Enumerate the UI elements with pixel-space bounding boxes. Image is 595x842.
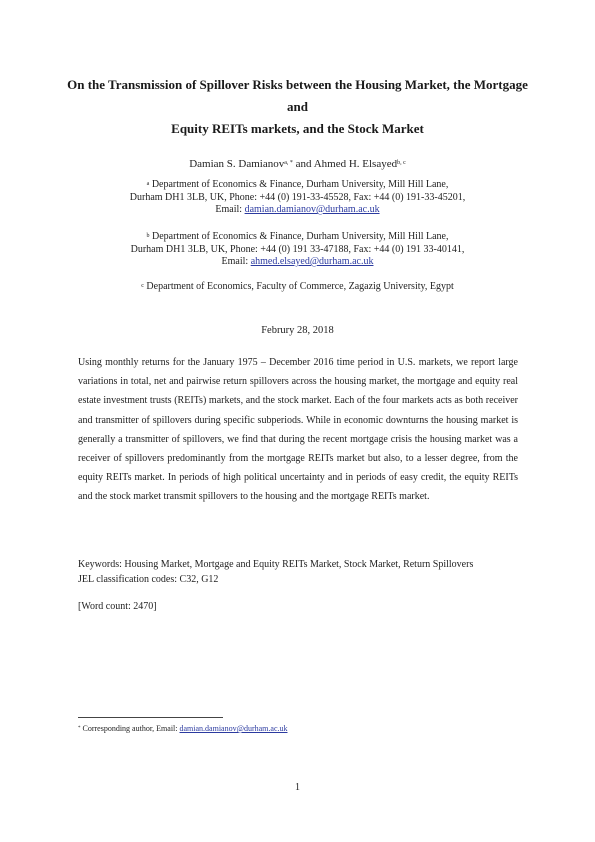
author-1: Damian S. Damianov: [189, 158, 285, 170]
affiliation-a-line-1: Department of Economics & Finance, Durham University, Mill Hill Lane,: [149, 179, 449, 190]
author-joiner: and: [292, 158, 314, 170]
affiliation-a-email-label: Email:: [215, 204, 245, 215]
jel-codes: JEL classification codes: C32, G12: [78, 574, 219, 585]
affiliation-b-line-1: Department of Economics & Finance, Durham University, Mill Hill Lane,: [149, 231, 449, 242]
footnote: [78, 723, 288, 734]
affiliation-b-mark: b: [146, 233, 150, 239]
author-2: Ahmed H. Elsayed: [313, 158, 398, 170]
page-number: 1: [295, 782, 300, 793]
affiliation-b-line-2: Durham DH1 3LB, UK, Phone: +44 (0) 191 33-47188, Fax: +44 (0) 191 33-40141,: [130, 243, 465, 255]
affiliation-a: [60, 179, 535, 217]
title-line-1: On the Transmission of Spillover Risks between the Housing Market, the Mortgage and: [67, 77, 528, 114]
affiliation-a-email-link[interactable]: damian.damianov@durham.ac.uk: [244, 204, 380, 215]
paper-date: Februry 28, 2018: [261, 325, 334, 336]
affiliation-c-mark: c: [141, 283, 144, 289]
paper-title: [60, 74, 535, 140]
affiliation-a-line-2: Durham DH1 3LB, UK, Phone: +44 (0) 191-33-45528, Fax: +44 (0) 191-33-45201,: [129, 191, 466, 203]
word-count: [Word count: 2470]: [78, 601, 157, 612]
affiliation-b-email-label: Email:: [221, 256, 251, 267]
footnote-mark: *: [78, 726, 81, 731]
footnote-divider: [78, 717, 223, 718]
abstract: Using monthly returns for the January 1975 – December 2016 time period in U.S. markets, we report large variations in total, net and pairwise return spillovers across the housing market, the mortgage and equity real estate investment trusts (REITs) markets, and the stock market. Each of the four markets acts as both receiver and transmitter of spillovers during specific subperiods. While in economic downturns the housing market is generally a transmitter of spillovers, we find that during the recent mortgage crisis the housing market was a receiver of spillovers predominantly from the mortgage REITs market but also, to a lesser degree, from the equity REITs market. In periods of high political uncertainty and in periods of easy credit, the equity REITs and the stock market transmit spillovers to the housing and the mortgage REITs market.: [78, 357, 518, 503]
author-2-affiliation-mark: b, c: [397, 160, 406, 166]
footnote-email-link[interactable]: damian.damianov@durham.ac.uk: [179, 724, 288, 733]
title-line-2: Equity REITs markets, and the Stock Market: [171, 121, 424, 136]
keywords-block: [78, 557, 538, 587]
affiliation-c-line-1: Department of Economics, Faculty of Commerce, Zagazig University, Egypt: [143, 281, 454, 292]
affiliation-c: [60, 281, 535, 294]
footnote-text: Corresponding author, Email:: [80, 724, 180, 733]
affiliation-a-mark: a: [146, 181, 150, 187]
keywords: Keywords: Housing Market, Mortgage and Equity REITs Market, Stock Market, Return Spillovers: [78, 559, 474, 570]
affiliation-b: [60, 231, 535, 269]
affiliation-b-email-link[interactable]: ahmed.elsayed@durham.ac.uk: [250, 256, 374, 267]
author-1-affiliation-mark: a, *: [284, 160, 293, 166]
author-list: [0, 157, 595, 171]
